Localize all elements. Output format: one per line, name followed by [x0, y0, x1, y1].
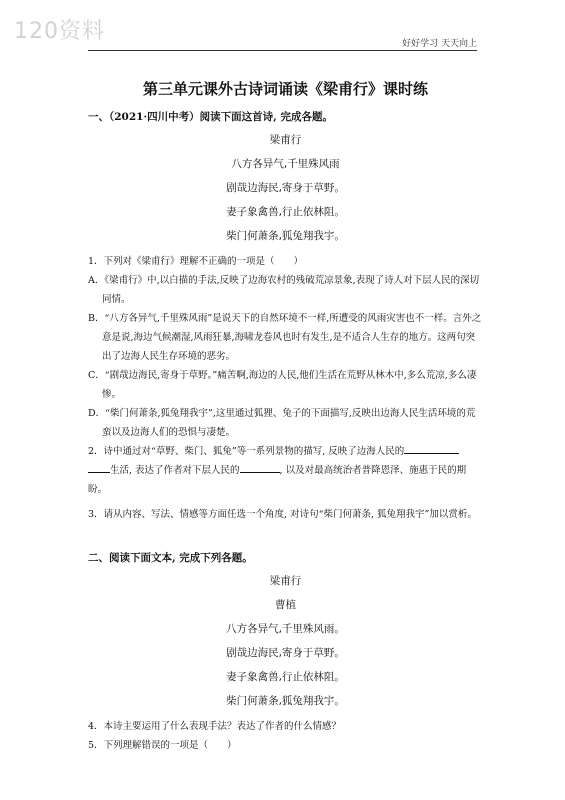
header-rule [88, 50, 477, 51]
question-2 [88, 442, 483, 499]
option-c: C．“剧哉边海民,寄身于草野。”痛苦啊,海边的人民,他们生活在荒野从林木中,多么荒凉,多么凄惨。 [88, 370, 477, 400]
section2-poem [88, 573, 483, 708]
poem-line: 剧哉边海民,寄身于草野。 [226, 647, 345, 659]
document-body [88, 78, 483, 755]
poem-line: 妻子象禽兽,行止依林阻。 [226, 206, 345, 218]
poem-title: 梁甫行 [269, 134, 302, 146]
question-5: 5．下列理解错误的一项是（ ） [88, 740, 237, 751]
answer-blank[interactable] [404, 443, 459, 454]
poem-line: 柴门何萧条,狐兔翔我宇。 [226, 230, 345, 242]
poem-line: 剧哉边海民,寄身于草野。 [226, 182, 345, 194]
question-3: 3．请从内容、写法、情感等方面任选一个角度, 对诗句“柴门何萧条, 狐兔翔我宇”加以赏析。 [88, 509, 477, 520]
option-b: B．“八方各异气,千里殊风雨”是说天下的自然环境不一样,所遭受的风雨灾害也不一样。言外之意是说,海边气候潮湿,风雨狂暴,海啸龙卷风也时有发生,是不适合人生存的地方。这两句突出了边海人民生存环境的恶劣。 [88, 313, 482, 362]
header-motto: 好好学习 天天向上 [402, 39, 477, 49]
q2-text-a: 2．诗中通过对“草野、柴门、狐兔”等一系列景物的描写, 反映了边海人民的 [88, 446, 405, 457]
answer-blank[interactable] [88, 462, 110, 473]
question-4: 4．本诗主要运用了什么表现手法？表达了作者的什么情感？ [88, 721, 342, 732]
answer-blank[interactable] [240, 462, 280, 473]
q2-text-c: , 以及对最高统治者普降恩泽、施惠于民的期盼。 [88, 465, 467, 495]
page-title: 第三单元课外古诗词诵读《梁甫行》课时练 [142, 80, 428, 98]
option-d: D．“柴门何萧条,狐兔翔我宇”,这里通过狐狸、兔子的下面描写,反映出边海人民生活环境的荒蛮以及边海人们的恐惧与凄楚。 [88, 408, 476, 438]
poem-line: 柴门何萧条,狐兔翔我宇。 [226, 695, 345, 707]
option-a: A．《梁甫行》中,以白描的手法,反映了边海农村的残破荒凉景象,表现了诗人对下层人民的深切同情。 [88, 275, 480, 305]
question-1: 1．下列对《梁甫行》理解不正确的一项是（ ） [88, 256, 304, 267]
q2-text-b: 生活, 表达了作者对下层人民的 [110, 465, 240, 476]
poem-line: 八方各异气,千里殊风雨。 [226, 623, 345, 635]
poem-line: 妻子象禽兽,行止依林阻。 [226, 671, 345, 683]
section2-heading: 二、阅读下面文本, 完成下列各题。 [88, 552, 253, 564]
section1-poem [88, 132, 483, 243]
poem-title: 梁甫行 [269, 575, 302, 587]
watermark-logo: 120资料 [14, 19, 105, 44]
poem-line: 八方各异气,千里殊风雨 [231, 158, 340, 170]
poem-author: 曹植 [275, 599, 296, 611]
section1-heading: 一、（2021·四川中考）阅读下面这首诗, 完成各题。 [88, 111, 333, 123]
